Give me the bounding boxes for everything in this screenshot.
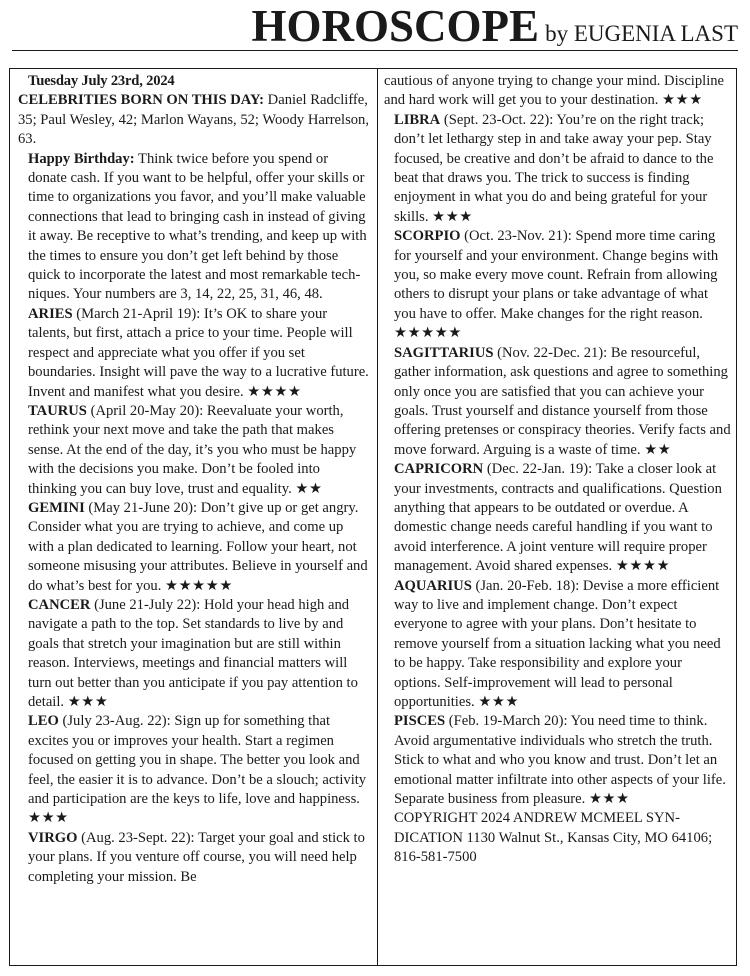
sign-name: LIBRA	[394, 111, 441, 128]
sign-text: Hold your head high and navigate a path to the top. Set standards to live by and goals that stretch your imagination but are still within reason. Interviews, meetings and financial matters will turn out better than you anticipate if you pay attention to detail.	[28, 596, 358, 710]
sign-cancer	[18, 596, 370, 712]
sign-name: ARIES	[28, 305, 73, 322]
birthday-label: Happy Birthday:	[28, 150, 135, 167]
star-rating: ★★★★	[615, 558, 671, 575]
celebrities-label: CELEBRITIES BORN ON THIS DAY:	[18, 92, 265, 109]
sign-dates: (March 21-April 19):	[72, 305, 204, 322]
sign-text: Target your goal and stick to your plans. If you venture off course, you will need help completing your mission. Be	[28, 829, 365, 885]
sign-text: Don’t give up or get angry. Consider what you are trying to achieve, and come up with a plan dedicated to learning. Follow your heart, not someone misusing your attributes. Believe in yourself and do what’s best for you.	[28, 499, 368, 594]
sign-name: SCORPIO	[394, 228, 461, 245]
star-rating: ★★★	[588, 791, 630, 808]
column-divider	[377, 69, 378, 965]
sign-text: Reevaluate your worth, rethink your next move and take the path that makes sense. At the end of the day, it’s you who must be happy with the decisions you make. Don’t be fooled into thinking you can buy love, trust and equality.	[28, 402, 357, 497]
left-column	[18, 72, 370, 887]
star-rating: ★★	[295, 480, 323, 497]
masthead-title	[252, 2, 738, 61]
sign-capricorn	[384, 460, 732, 576]
page-title: HOROSCOPE	[251, 1, 540, 51]
sign-gemini	[18, 499, 370, 596]
star-rating: ★★	[644, 441, 672, 458]
sign-dates: (Feb. 19-March 20):	[445, 713, 571, 730]
sign-text: You need time to think. Avoid argumentative individuals who stretch the truth. Stick to what and who you know and trust. Don’t let an emotional matter infiltrate into other aspects of your life. Separate business from pleasure.	[394, 713, 726, 808]
sign-name: CAPRICORN	[394, 461, 484, 478]
sign-text: Devise a more efficient way to live and implement change. Don’t expect everyone to agree with your plans. Don’t hesitate to remove yourself from a situation lacking what you need to be happy. Take responsibility and explore your options. Self-improvement will lead to personal opportunities.	[394, 577, 721, 710]
sign-text: cautious of anyone trying to change your mind. Discipline and hard work will get you to your destination.	[384, 73, 725, 109]
birthday-paragraph	[18, 150, 370, 305]
sign-text: Spend more time caring for yourself and your environment. Change begins with you, so make every move count. Refrain from allowing others to disrupt your plans or take advantage of what you have to offer. Make changes for the right reason.	[394, 228, 719, 322]
sign-sagittarius	[384, 344, 732, 460]
sign-name: TAURUS	[28, 402, 87, 419]
date-line: Tuesday July 23rd, 2024	[28, 73, 175, 89]
celebrities-paragraph	[18, 91, 370, 149]
sign-name: AQUARIUS	[394, 577, 472, 594]
star-rating: ★★★	[432, 208, 473, 225]
sign-name: SAGITTARIUS	[394, 344, 494, 361]
masthead-rule	[12, 50, 738, 51]
sign-scorpio	[384, 227, 732, 343]
sign-dates: (May 21-June 20):	[84, 499, 201, 516]
byline: by EUGENIA LAST	[545, 21, 738, 46]
sign-text: It’s OK to share your talents, but first, attach a price to your time. People will respect and appreciate what you offer if you set boundaries. Insight will pave the way to a lucrative future. Invent and manifest what you desire.	[28, 305, 369, 400]
sign-dates: (Jan. 20-Feb. 18):	[471, 577, 583, 594]
sign-virgo-continued	[384, 72, 732, 111]
sign-name: PISCES	[394, 713, 446, 730]
star-rating: ★★★★★	[394, 325, 462, 342]
sign-aries	[18, 305, 370, 402]
sign-text: Be resourceful, gather information, ask questions and agree to something only once you are satisfied that you can achieve your goals. Trust yourself and distance yourself from those offering pretenses or conspiracy theories. Verify facts and move forward. Arguing is a waste of time.	[394, 344, 731, 458]
right-column	[384, 72, 732, 868]
sign-name: VIRGO	[28, 829, 78, 846]
celebrities-text: Daniel Radcliffe, 35; Paul Wesley, 42; Marlon Wayans, 52; Woody Harrelson, 63.	[18, 92, 370, 148]
sign-dates: (Nov. 22-Dec. 21):	[493, 344, 611, 361]
star-rating: ★★★	[28, 810, 69, 827]
masthead	[0, 0, 750, 54]
sign-text: Take a closer look at your investments, contracts and qualifications. Question anything that appears to be outdated or overdue. A domestic change needs careful handling if you want to avoid interference. A joint venture will require proper management. Avoid shared expenses.	[394, 461, 722, 575]
sign-name: LEO	[28, 713, 59, 730]
sign-text: You’re on the right track; don’t let lethargy step in and take away your pep. Stay focused, be creative and don’t be afraid to dance to the beat that draws you. The trick to success is finding enjoyment in what you do and being grateful for your skills.	[394, 111, 714, 225]
sign-dates: (Aug. 23-Sept. 22):	[77, 829, 198, 846]
sign-name: GEMINI	[28, 499, 85, 516]
sign-aquarius	[384, 577, 732, 713]
sign-dates: (June 21-July 22):	[90, 596, 204, 613]
star-rating: ★★★	[67, 694, 109, 710]
sign-dates: (Sept. 23-Oct. 22):	[440, 111, 557, 128]
star-rating: ★★★	[478, 694, 520, 710]
sign-name: CANCER	[28, 596, 91, 613]
sign-dates: (Dec. 22-Jan. 19):	[483, 461, 596, 478]
sign-taurus	[18, 402, 370, 499]
sign-dates: (Oct. 23-Nov. 21):	[460, 228, 576, 245]
star-rating: ★★★★★	[165, 577, 233, 594]
birthday-text: Think twice before you spend or donate cash. If you want to be helpful, offer your skills or time to organizations you favor, and you’ll make valuable connections that lead to bringing cash in instead of giving it away. Be receptive to what’s trending, and keep up with the times to ensure you don’t get left behind by those quick to incorporate the latest and most remarkable techniques. Your numbers are 3, 14, 22, 25, 31, 46, 48.	[28, 150, 367, 303]
sign-text: Sign up for something that excites you or improves your health. Start a regimen focused on getting you in shape. The better you look and feel, the easier it is to advance. Don’t be a slouch; activity and participation are the keys to life, love and happiness.	[28, 713, 367, 808]
sign-pisces	[384, 712, 732, 809]
sign-libra	[384, 111, 732, 227]
sign-virgo	[18, 829, 370, 887]
sign-dates: (April 20-May 20):	[86, 402, 207, 419]
copyright-notice: COPYRIGHT 2024 ANDREW MCMEEL SYNDICATION 1130 Walnut St., Kansas City, MO 64106; 816-581-7500	[394, 810, 713, 866]
sign-leo	[18, 712, 370, 828]
sign-dates: (July 23-Aug. 22):	[58, 713, 175, 730]
star-rating: ★★★★	[247, 383, 302, 400]
star-rating: ★★★	[662, 92, 703, 109]
